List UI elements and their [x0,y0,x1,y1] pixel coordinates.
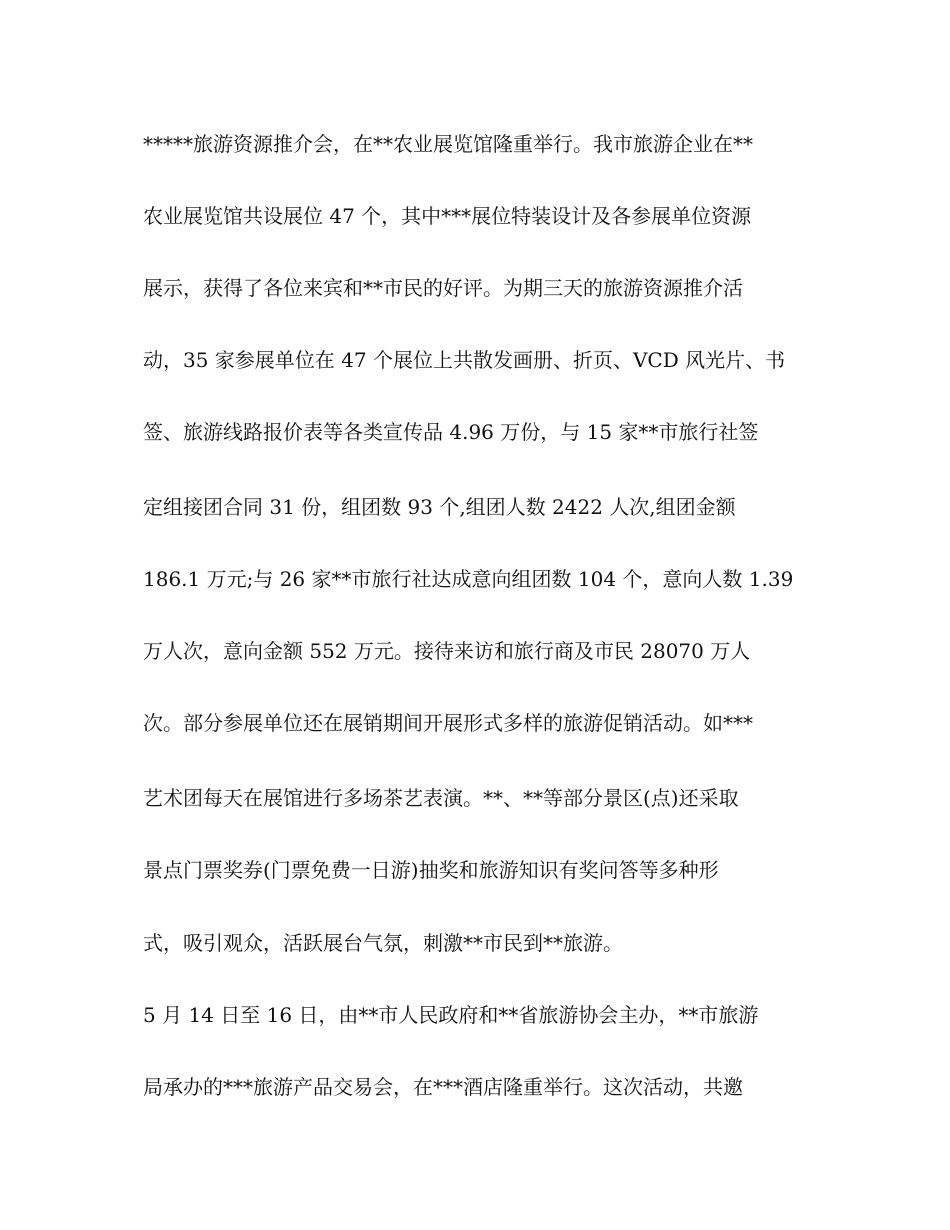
text-line: 186.1 万元;与 26 家**市旅行社达成意向组团数 104 个，意向人数 1.39 [143,567,794,591]
text-line: 景点门票奖券(门票免费一日游)抽奖和旅游知识有奖问答等多种形 [143,858,719,882]
text-line: 农业展览馆共设展位 47 个，其中***展位特装设计及各参展单位资源 [143,204,752,228]
text-line: 局承办的***旅游产品交易会，在***酒店隆重举行。这次活动，共邀 [143,1075,743,1099]
text-line: 次。部分参展单位还在展销期间开展形式多样的旅游促销活动。如*** [143,711,753,735]
text-line: 展示，获得了各位来宾和**市民的好评。为期三天的旅游资源推介活 [143,276,743,300]
text-line: 定组接团合同 31 份，组团数 93 个,组团人数 2422 人次,组团金额 [143,495,736,519]
text-line: *****旅游资源推介会，在**农业展览馆隆重举行。我市旅游企业在** [143,132,753,156]
text-line: 万人次，意向金额 552 万元。接待来访和旅行商及市民 28070 万人 [143,639,751,663]
text-line: 动，35 家参展单位在 47 个展位上共散发画册、折页、VCD 风光片、书 [143,348,786,372]
text-line: 签、旅游线路报价表等各类宣传品 4.96 万份，与 15 家**市旅行社签 [143,420,759,444]
text-line: 艺术团每天在展馆进行多场茶艺表演。**、**等部分景区(点)还采取 [143,786,739,810]
text-line: 5 月 14 日至 16 日，由**市人民政府和**省旅游协会主办，**市旅游 [143,1003,759,1027]
text-line: 式，吸引观众，活跃展台气氛，刺激**市民到**旅游。 [143,931,623,955]
